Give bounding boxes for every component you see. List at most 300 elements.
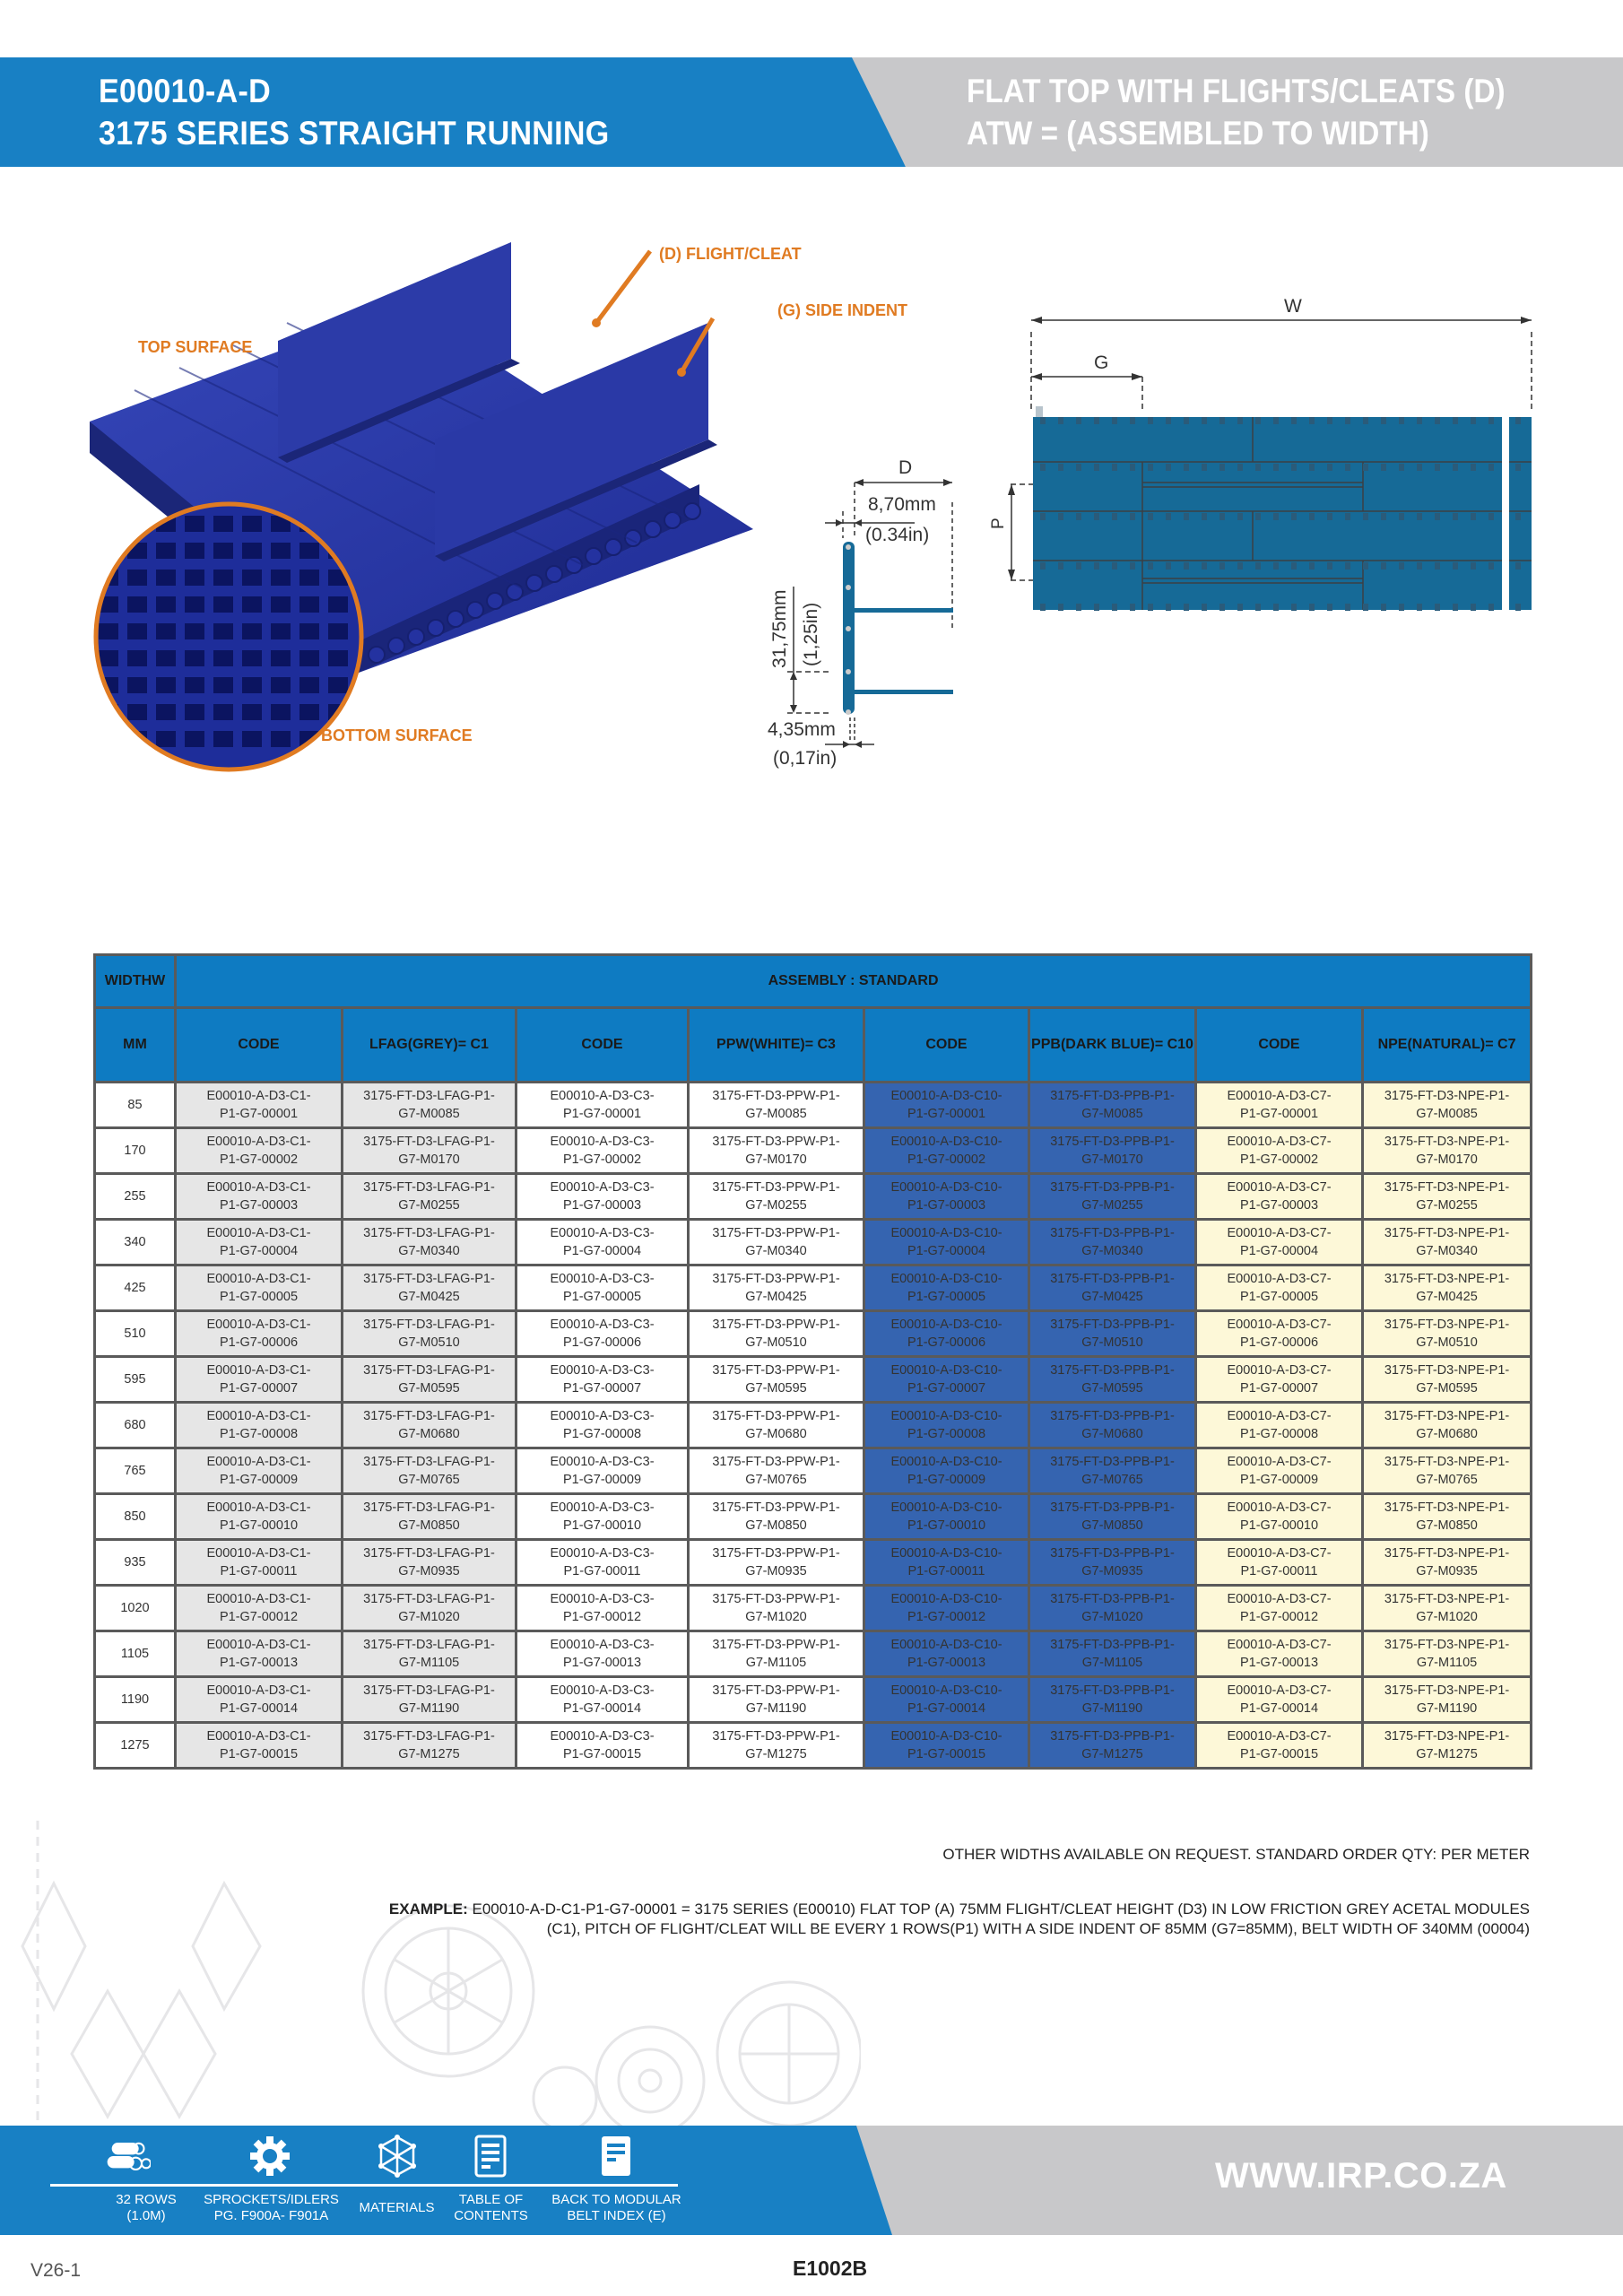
cell-line: G7-M0170 (745, 1152, 807, 1167)
header-code-c1: CODE (176, 1008, 343, 1083)
part-lfag-cell (343, 1723, 516, 1769)
cell-line: P1-G7-00004 (219, 1244, 299, 1258)
cell-line: E00010-A-D3-C7- (1227, 1638, 1332, 1652)
code-c7-cell (1196, 1586, 1363, 1631)
cell-line: G7-M0085 (398, 1107, 460, 1121)
part-npe-cell (1363, 1403, 1532, 1448)
cell-line: P1-G7-00013 (907, 1656, 986, 1670)
width-cell: 340 (95, 1220, 176, 1265)
part-npe-cell (1363, 1311, 1532, 1357)
table-row (95, 1448, 1532, 1494)
cell-line: 3175-FT-D3-NPE-P1- (1384, 1500, 1510, 1515)
example-note (364, 1900, 1530, 1939)
cell-line: P1-G7-00008 (907, 1427, 986, 1441)
cell-line: P1-G7-00006 (1239, 1335, 1319, 1350)
cell-line: E00010-A-D3-C1- (206, 1409, 311, 1423)
cell-line: E00010-A-D3-C3- (550, 1729, 655, 1744)
cell-line: 3175-FT-D3-PPW-P1- (712, 1363, 840, 1378)
width-cell: 850 (95, 1494, 176, 1540)
cell-line: P1-G7-00003 (562, 1198, 642, 1213)
cell-line: P1-G7-00005 (562, 1290, 642, 1304)
footer-divider (50, 2184, 678, 2187)
part-ppb-cell (1029, 1723, 1196, 1769)
part-lfag-cell (343, 1586, 516, 1631)
cell-line: 3175-FT-D3-PPW-P1- (712, 1226, 840, 1240)
cell-line: 3175-FT-D3-LFAG-P1- (363, 1500, 495, 1515)
width-cell: 1275 (95, 1723, 176, 1769)
cell-line: P1-G7-00015 (1239, 1747, 1319, 1761)
cell-line: G7-M0850 (398, 1518, 460, 1533)
code-c1-cell (176, 1448, 343, 1494)
code-c1-cell (176, 1357, 343, 1403)
cell-line: E00010-A-D3-C3- (550, 1455, 655, 1469)
cell-line: P1-G7-00004 (1239, 1244, 1319, 1258)
cell-line: G7-M0595 (398, 1381, 460, 1396)
code-c7-cell (1196, 1494, 1363, 1540)
cell-line: P1-G7-00015 (907, 1747, 986, 1761)
cell-line: P1-G7-00008 (219, 1427, 299, 1441)
page-subtitle (967, 70, 1506, 154)
cell-line: P1-G7-00014 (219, 1701, 299, 1716)
dim-label-d: D (898, 457, 913, 478)
cell-line: E00010-A-D3-C1- (206, 1683, 311, 1698)
cell-line: E00010-A-D3-C7- (1227, 1135, 1332, 1149)
footer-link-table-of-contents[interactable]: TABLE OF CONTENTS (454, 2192, 528, 2223)
cell-line: 3175-FT-D3-LFAG-P1- (363, 1546, 495, 1561)
cell-line: 3175-FT-D3-PPW-P1- (712, 1180, 840, 1195)
code-c10-cell (864, 1128, 1029, 1174)
cell-line: G7-M1020 (1416, 1610, 1478, 1624)
code-c1-cell (176, 1265, 343, 1311)
cell-line: 3175-FT-D3-PPB-P1- (1050, 1546, 1175, 1561)
part-lfag-cell (343, 1631, 516, 1677)
cell-line: G7-M1105 (1081, 1656, 1143, 1670)
cell-line: G7-M1020 (1081, 1610, 1143, 1624)
part-ppw-cell (689, 1357, 864, 1403)
rolls-icon[interactable] (106, 2135, 151, 2178)
dim-label-w: W (1284, 296, 1302, 317)
code-c1-cell (176, 1723, 343, 1769)
page-title (99, 70, 610, 154)
cell-line: 3175-FT-D3-NPE-P1- (1384, 1226, 1510, 1240)
example-label: EXAMPLE: (388, 1900, 468, 1918)
cell-line: G7-M0340 (1416, 1244, 1478, 1258)
cell-line: 3175-FT-D3-NPE-P1- (1384, 1318, 1510, 1332)
code-c1-cell (176, 1128, 343, 1174)
cell-line: E00010-A-D3-C7- (1227, 1592, 1332, 1606)
cell-line: E00010-A-D3-C1- (206, 1455, 311, 1469)
cell-line: 3175-FT-D3-LFAG-P1- (363, 1272, 495, 1286)
cell-line: P1-G7-00010 (219, 1518, 299, 1533)
cell-line: P1-G7-00011 (220, 1564, 298, 1578)
cell-line: G7-M1105 (398, 1656, 460, 1670)
cell-line: P1-G7-00007 (1239, 1381, 1319, 1396)
part-npe-cell (1363, 1265, 1532, 1311)
cell-line: G7-M0510 (745, 1335, 807, 1350)
cell-line: 3175-FT-D3-LFAG-P1- (363, 1729, 495, 1744)
cell-line: G7-M0425 (1416, 1290, 1478, 1304)
cell-line: 3175-FT-D3-PPW-P1- (712, 1272, 840, 1286)
cell-line: G7-M0170 (1416, 1152, 1478, 1167)
cell-line: 3175-FT-D3-PPW-P1- (712, 1683, 840, 1698)
cell-line: P1-G7-00005 (907, 1290, 986, 1304)
width-cell: 510 (95, 1311, 176, 1357)
code-c3-cell (516, 1403, 689, 1448)
cell-line: E00010-A-D3-C10- (890, 1683, 1002, 1698)
cell-line: 3175-FT-D3-NPE-P1- (1384, 1180, 1510, 1195)
cell-line: E00010-A-D3-C10- (890, 1729, 1002, 1744)
cell-line: P1-G7-00001 (562, 1107, 642, 1121)
part-ppb-cell (1029, 1631, 1196, 1677)
cell-line: G7-M1275 (1081, 1747, 1143, 1761)
cell-line: G7-M0595 (1081, 1381, 1143, 1396)
cell-line: G7-M0935 (745, 1564, 807, 1578)
cell-line: E00010-A-D3-C7- (1227, 1729, 1332, 1744)
cell-line: 3175-FT-D3-LFAG-P1- (363, 1226, 495, 1240)
document-outline-icon[interactable] (468, 2135, 513, 2178)
cell-line: E00010-A-D3-C7- (1227, 1180, 1332, 1195)
code-c3-cell (516, 1357, 689, 1403)
cell-line: 3175-FT-D3-PPW-P1- (712, 1638, 840, 1652)
code-c7-cell (1196, 1403, 1363, 1448)
cell-line: G7-M0765 (1416, 1473, 1478, 1487)
cell-line: E00010-A-D3-C1- (206, 1135, 311, 1149)
cell-line: P1-G7-00007 (219, 1381, 299, 1396)
cell-line: 3175-FT-D3-NPE-P1- (1384, 1546, 1510, 1561)
cell-line: G7-M0765 (398, 1473, 460, 1487)
cell-line: E00010-A-D3-C1- (206, 1592, 311, 1606)
part-npe-cell (1363, 1723, 1532, 1769)
cell-line: P1-G7-00003 (907, 1198, 986, 1213)
cell-line: G7-M1190 (1081, 1701, 1143, 1716)
cell-line: E00010-A-D3-C1- (206, 1318, 311, 1332)
cell-line: E00010-A-D3-C10- (890, 1089, 1002, 1103)
cell-line: G7-M0595 (1416, 1381, 1478, 1396)
footer-link-32-rows[interactable]: 32 ROWS (1.0M) (116, 2192, 177, 2223)
cell-line: P1-G7-00001 (1239, 1107, 1319, 1121)
header-code-c3: CODE (516, 1008, 689, 1083)
top-view-belt-diagram (1004, 287, 1542, 619)
header-width: WIDTHW (95, 955, 176, 1008)
page-title-series: 3175 SERIES STRAIGHT RUNNING (99, 115, 610, 152)
document-icon[interactable] (594, 2135, 638, 2178)
cell-line: P1-G7-00003 (1239, 1198, 1319, 1213)
code-c10-cell (864, 1403, 1029, 1448)
cell-line: G7-M0425 (745, 1290, 807, 1304)
header-material-npe: NPE(NATURAL)= C7 (1363, 1008, 1532, 1083)
cell-line: G7-M0170 (1081, 1152, 1143, 1167)
cell-line: P1-G7-00014 (1239, 1701, 1319, 1716)
cell-line: P1-G7-00015 (562, 1747, 642, 1761)
cell-line: G7-M0680 (398, 1427, 460, 1441)
header-material-ppw: PPW(WHITE)= C3 (689, 1008, 864, 1083)
cell-line: P1-G7-00001 (219, 1107, 299, 1121)
cell-line: P1-G7-00012 (219, 1610, 299, 1624)
width-cell: 1020 (95, 1586, 176, 1631)
cell-line: 3175-FT-D3-NPE-P1- (1384, 1363, 1510, 1378)
part-ppb-cell (1029, 1494, 1196, 1540)
cell-line: G7-M1275 (745, 1747, 807, 1761)
table-row (95, 1174, 1532, 1220)
code-c7-cell (1196, 1540, 1363, 1586)
cell-line: 3175-FT-D3-PPB-P1- (1050, 1318, 1175, 1332)
cell-line: 3175-FT-D3-LFAG-P1- (363, 1363, 495, 1378)
gear-icon[interactable] (247, 2135, 292, 2178)
dim-flight-thickness-mm: 8,70mm (868, 494, 936, 515)
width-cell: 170 (95, 1128, 176, 1174)
part-ppb-cell (1029, 1083, 1196, 1128)
footer-link-sprockets[interactable]: SPROCKETS/IDLERS PG. F900A- F901A (204, 2192, 339, 2223)
part-npe-cell (1363, 1540, 1532, 1586)
code-c3-cell (516, 1494, 689, 1540)
cell-line: E00010-A-D3-C1- (206, 1546, 311, 1561)
part-ppb-cell (1029, 1586, 1196, 1631)
cell-line: P1-G7-00013 (219, 1656, 299, 1670)
code-c10-cell (864, 1677, 1029, 1723)
cell-line: G7-M0510 (1081, 1335, 1143, 1350)
cell-line: G7-M0935 (398, 1564, 460, 1578)
code-c7-cell (1196, 1174, 1363, 1220)
table-row (95, 1357, 1532, 1403)
cell-line: G7-M0255 (745, 1198, 807, 1213)
code-c1-cell (176, 1540, 343, 1586)
part-ppw-cell (689, 1494, 864, 1540)
code-c7-cell (1196, 1220, 1363, 1265)
cell-line: P1-G7-00008 (562, 1427, 642, 1441)
cell-line: E00010-A-D3-C3- (550, 1592, 655, 1606)
code-c1-cell (176, 1083, 343, 1128)
cell-line: 3175-FT-D3-PPB-P1- (1050, 1455, 1175, 1469)
cell-line: 3175-FT-D3-PPB-P1- (1050, 1638, 1175, 1652)
part-ppb-cell (1029, 1311, 1196, 1357)
cell-line: G7-M0425 (398, 1290, 460, 1304)
code-c3-cell (516, 1723, 689, 1769)
cell-line: E00010-A-D3-C1- (206, 1272, 311, 1286)
part-ppw-cell (689, 1174, 864, 1220)
cell-line: G7-M0255 (1081, 1198, 1143, 1213)
cell-line: G7-M0850 (1416, 1518, 1478, 1533)
part-lfag-cell (343, 1357, 516, 1403)
part-npe-cell (1363, 1357, 1532, 1403)
cell-line: G7-M0340 (745, 1244, 807, 1258)
cell-line: G7-M1105 (1416, 1656, 1478, 1670)
cell-line: P1-G7-00004 (907, 1244, 986, 1258)
cell-line: E00010-A-D3-C3- (550, 1409, 655, 1423)
part-ppb-cell (1029, 1403, 1196, 1448)
part-ppb-cell (1029, 1128, 1196, 1174)
cell-line: 3175-FT-D3-LFAG-P1- (363, 1455, 495, 1469)
code-c7-cell (1196, 1083, 1363, 1128)
cell-line: 3175-FT-D3-NPE-P1- (1384, 1592, 1510, 1606)
cell-line: 3175-FT-D3-PPB-P1- (1050, 1089, 1175, 1103)
cell-line: E00010-A-D3-C10- (890, 1638, 1002, 1652)
cell-line: G7-M0510 (1416, 1335, 1478, 1350)
cell-line: P1-G7-00002 (907, 1152, 986, 1167)
part-ppb-cell (1029, 1265, 1196, 1311)
cell-line: G7-M0085 (1416, 1107, 1478, 1121)
cell-line: E00010-A-D3-C7- (1227, 1500, 1332, 1515)
cell-line: 3175-FT-D3-PPW-P1- (712, 1409, 840, 1423)
cell-line: G7-M1190 (745, 1701, 807, 1716)
cell-line: G7-M0680 (745, 1427, 807, 1441)
cell-line: E00010-A-D3-C7- (1227, 1683, 1332, 1698)
cell-line: 3175-FT-D3-PPB-P1- (1050, 1272, 1175, 1286)
cell-line: G7-M1190 (398, 1701, 460, 1716)
page-subtitle-atw: ATW = (ASSEMBLED TO WIDTH) (967, 115, 1429, 152)
cell-line: P1-G7-00003 (219, 1198, 299, 1213)
cell-line: G7-M1105 (745, 1656, 807, 1670)
cell-line: 3175-FT-D3-NPE-P1- (1384, 1089, 1510, 1103)
cell-line: E00010-A-D3-C3- (550, 1546, 655, 1561)
table-row (95, 1220, 1532, 1265)
cell-line: E00010-A-D3-C10- (890, 1226, 1002, 1240)
part-ppb-cell (1029, 1174, 1196, 1220)
part-npe-cell (1363, 1083, 1532, 1128)
width-cell: 765 (95, 1448, 176, 1494)
width-cell: 1190 (95, 1677, 176, 1723)
code-c7-cell (1196, 1128, 1363, 1174)
code-c7-cell (1196, 1677, 1363, 1723)
cell-line: P1-G7-00007 (907, 1381, 986, 1396)
cell-line: E00010-A-D3-C7- (1227, 1409, 1332, 1423)
code-c3-cell (516, 1128, 689, 1174)
cell-line: G7-M0340 (398, 1244, 460, 1258)
code-c1-cell (176, 1174, 343, 1220)
footer-link-materials[interactable]: MATERIALS (359, 2200, 435, 2215)
part-lfag-cell (343, 1494, 516, 1540)
part-npe-cell (1363, 1128, 1532, 1174)
cell-line: 3175-FT-D3-LFAG-P1- (363, 1638, 495, 1652)
cell-line: 3175-FT-D3-LFAG-P1- (363, 1089, 495, 1103)
part-npe-cell (1363, 1448, 1532, 1494)
width-cell: 85 (95, 1083, 176, 1128)
code-c7-cell (1196, 1448, 1363, 1494)
dim-pitch-mm: 31,75mm (769, 589, 790, 668)
width-cell: 255 (95, 1174, 176, 1220)
cell-line: G7-M0935 (1081, 1564, 1143, 1578)
cell-line: P1-G7-00009 (219, 1473, 299, 1487)
code-c1-cell (176, 1494, 343, 1540)
part-ppb-cell (1029, 1357, 1196, 1403)
cell-line: E00010-A-D3-C3- (550, 1318, 655, 1332)
cell-line: P1-G7-00012 (907, 1610, 986, 1624)
cell-line: 3175-FT-D3-LFAG-P1- (363, 1318, 495, 1332)
page-subtitle-type: FLAT TOP WITH FLIGHTS/CLEATS (D) (967, 73, 1506, 109)
cell-line: 3175-FT-D3-PPB-P1- (1050, 1683, 1175, 1698)
cell-line: P1-G7-00002 (562, 1152, 642, 1167)
part-lfag-cell (343, 1540, 516, 1586)
dim-pitch-in: (1,25in) (801, 602, 821, 666)
part-ppb-cell (1029, 1220, 1196, 1265)
cell-line: E00010-A-D3-C10- (890, 1500, 1002, 1515)
part-lfag-cell (343, 1403, 516, 1448)
code-c3-cell (516, 1540, 689, 1586)
cell-line: E00010-A-D3-C7- (1227, 1318, 1332, 1332)
cell-line: 3175-FT-D3-PPW-P1- (712, 1500, 840, 1515)
cell-line: P1-G7-00008 (1239, 1427, 1319, 1441)
cell-line: P1-G7-00002 (1239, 1152, 1319, 1167)
code-c10-cell (864, 1174, 1029, 1220)
cell-line: E00010-A-D3-C1- (206, 1729, 311, 1744)
label-top-surface: TOP SURFACE (138, 338, 253, 356)
cell-line: G7-M0510 (398, 1335, 460, 1350)
label-side-indent: (G) SIDE INDENT (777, 301, 908, 319)
header-material-ppb: PPB(DARK BLUE)= C10 (1029, 1008, 1196, 1083)
part-ppb-cell (1029, 1677, 1196, 1723)
code-c10-cell (864, 1586, 1029, 1631)
cell-line: E00010-A-D3-C10- (890, 1135, 1002, 1149)
width-cell: 595 (95, 1357, 176, 1403)
footer-link-belt-index[interactable]: BACK TO MODULAR BELT INDEX (E) (551, 2192, 681, 2223)
cell-line: 3175-FT-D3-NPE-P1- (1384, 1683, 1510, 1698)
cell-line: G7-M0170 (398, 1152, 460, 1167)
part-ppw-cell (689, 1540, 864, 1586)
part-npe-cell (1363, 1220, 1532, 1265)
code-c7-cell (1196, 1631, 1363, 1677)
website-link[interactable]: WWW.IRP.CO.ZA (1215, 2156, 1507, 2196)
code-c3-cell (516, 1448, 689, 1494)
part-ppw-cell (689, 1631, 864, 1677)
code-c10-cell (864, 1723, 1029, 1769)
cell-line: 3175-FT-D3-NPE-P1- (1384, 1135, 1510, 1149)
width-cell: 1105 (95, 1631, 176, 1677)
cell-line: 3175-FT-D3-LFAG-P1- (363, 1409, 495, 1423)
cell-line: P1-G7-00006 (907, 1335, 986, 1350)
cell-line: P1-G7-00010 (1239, 1518, 1319, 1533)
cell-line: P1-G7-00002 (219, 1152, 299, 1167)
code-c10-cell (864, 1448, 1029, 1494)
gear-watermark (0, 1812, 861, 2126)
cell-line: E00010-A-D3-C3- (550, 1089, 655, 1103)
cell-line: 3175-FT-D3-NPE-P1- (1384, 1729, 1510, 1744)
cell-line: G7-M0085 (745, 1107, 807, 1121)
header-material-lfag: LFAG(GREY)= C1 (343, 1008, 516, 1083)
code-c3-cell (516, 1677, 689, 1723)
cell-line: P1-G7-00009 (562, 1473, 642, 1487)
cell-line: E00010-A-D3-C1- (206, 1363, 311, 1378)
label-bottom-surface: BOTTOM SURFACE (321, 726, 473, 744)
code-c10-cell (864, 1631, 1029, 1677)
part-ppw-cell (689, 1723, 864, 1769)
cell-line: E00010-A-D3-C3- (550, 1638, 655, 1652)
cell-line: 3175-FT-D3-PPB-P1- (1050, 1226, 1175, 1240)
cell-line: 3175-FT-D3-PPW-P1- (712, 1455, 840, 1469)
dim-flight-thickness-in: (0.34in) (865, 525, 930, 545)
cell-line: E00010-A-D3-C3- (550, 1180, 655, 1195)
materials-icon[interactable] (375, 2135, 420, 2178)
part-npe-cell (1363, 1174, 1532, 1220)
cell-line: 3175-FT-D3-PPB-P1- (1050, 1180, 1175, 1195)
code-c3-cell (516, 1311, 689, 1357)
cell-line: P1-G7-00005 (219, 1290, 299, 1304)
cell-line: E00010-A-D3-C3- (550, 1683, 655, 1698)
code-c10-cell (864, 1083, 1029, 1128)
callout-leaders (538, 242, 753, 395)
cell-line: E00010-A-D3-C7- (1227, 1089, 1332, 1103)
table-row (95, 1311, 1532, 1357)
cell-line: E00010-A-D3-C7- (1227, 1363, 1332, 1378)
cell-line: P1-G7-00014 (562, 1701, 642, 1716)
code-c3-cell (516, 1265, 689, 1311)
code-c3-cell (516, 1631, 689, 1677)
code-c10-cell (864, 1311, 1029, 1357)
cell-line: P1-G7-00014 (907, 1701, 986, 1716)
table-row (95, 1403, 1532, 1448)
cell-line: 3175-FT-D3-PPW-P1- (712, 1592, 840, 1606)
part-ppw-cell (689, 1220, 864, 1265)
part-npe-cell (1363, 1494, 1532, 1540)
part-lfag-cell (343, 1448, 516, 1494)
